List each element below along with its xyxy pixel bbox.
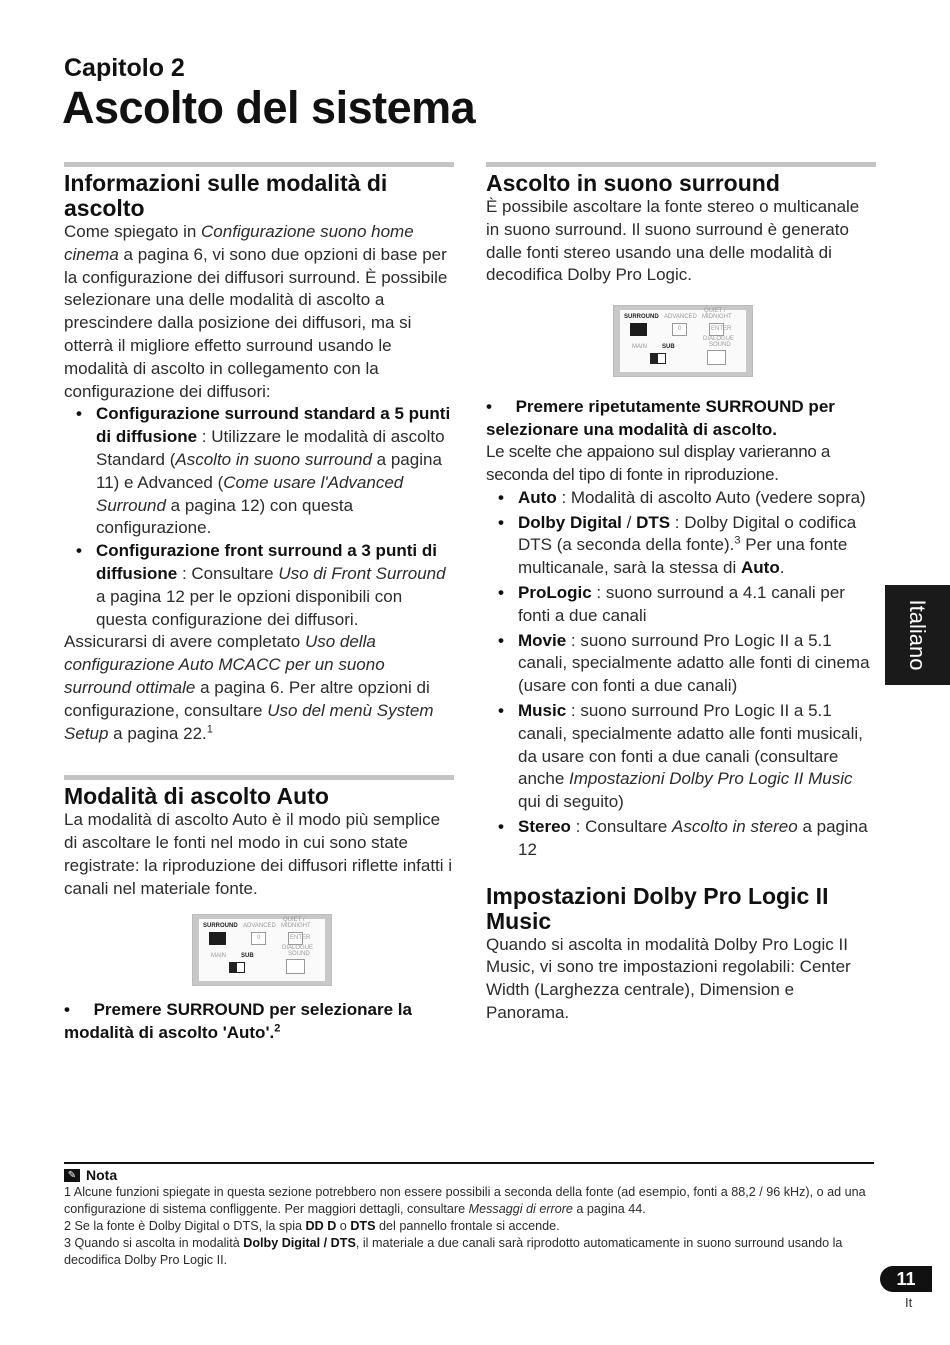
section-title-listening-modes: Informazioni sulle modalità di ascolto bbox=[64, 170, 388, 221]
intro-paragraph: Come spiegato in Configurazione suono home cinema a pagina 6, vi sono due opzioni di base per la configurazione dei diffusori surround. È possibile selezionare una delle modalità di ascolto a prescindere dalla posizione dei diffusori, ma si otterrà il migliore effetto surround usando le modalità di ascolto in collegamento con la configurazione dei diffusori: bbox=[64, 222, 448, 401]
section-title-auto-mode: Modalità di ascolto Auto bbox=[64, 783, 329, 810]
footnote-2: 2 Se la fonte è Dolby Digital o DTS, la spia DD D o DTS del pannello frontale si accende. bbox=[64, 1219, 560, 1233]
note-heading: ✎ Nota bbox=[64, 1166, 874, 1184]
instruction-auto: • Premere SURROUND per selezionare la modalità di ascolto 'Auto'.$^2$ bbox=[64, 999, 412, 1042]
surround-paragraph: È possibile ascoltare la fonte stereo o multicanale in suono surround. Il suono surround è generato dalle fonti stereo usando una delle modalità di decodifica Dolby Pro Logic. bbox=[486, 197, 860, 285]
pencil-icon: ✎ bbox=[64, 1169, 80, 1182]
advanced-button-icon: 0 bbox=[672, 323, 687, 336]
list-item: • Stereo : Consultare Ascolto in stereo a pagina 12 bbox=[518, 816, 876, 862]
section-rule bbox=[64, 162, 454, 167]
instruction-surround: • Premere ripetutamente SURROUND per selezionare una modalità di ascolto. bbox=[486, 397, 835, 440]
chapter-title: Ascolto del sistema bbox=[62, 82, 476, 133]
chapter-label: Capitolo 2 bbox=[64, 54, 185, 82]
surround-button-icon bbox=[209, 932, 226, 945]
pl2-music-paragraph: Quando si ascolta in modalità Dolby Pro Logic II Music, vi sono tre impostazioni regolabili: Center Width (Larghezza centrale), Dimension e Panorama. bbox=[486, 934, 851, 1022]
front-panel-illustration: SURROUND ADVANCED QUIET / MIDNIGHT 0 ENTER MAIN SUB DIALOGUE SOUND bbox=[613, 305, 753, 377]
list-item: • Configurazione front surround a 3 punti di diffusione : Consultare Uso di Front Surround a pagina 12 per le opzioni disponibili con questa configurazione dei diffusori. bbox=[96, 540, 454, 631]
main-sub-switch-icon bbox=[650, 353, 666, 364]
page-language: It bbox=[905, 1295, 913, 1310]
list-item: • ProLogic : suono surround a 4.1 canali per fonti a due canali bbox=[518, 582, 876, 628]
footnote-3: 3 Quando si ascolta in modalità Dolby Digital / DTS, il materiale a due canali sarà riprodotto automaticamente in suono surround usando la decodifica Dolby Pro Logic II. bbox=[64, 1236, 843, 1267]
list-item: • Dolby Digital / DTS : Dolby Digital o codifica DTS (a seconda della fonte).$^3$ Per una fonte multicanale, sarà la stessa di Auto. bbox=[518, 512, 876, 580]
list-item: • Configurazione surround standard a 5 punti di diffusione : Utilizzare le modalità di ascolto Standard (Ascolto in suono surround a pagina 11) e Advanced (Come usare l'Advanced Surround a pagina 12) con questa configurazione. bbox=[96, 403, 454, 540]
page-number: 11 bbox=[880, 1266, 932, 1292]
footnotes bbox=[64, 1162, 874, 1269]
section-title-surround: Ascolto in suono surround bbox=[486, 170, 780, 196]
display-paragraph: Le scelte che appaiono sul display varieranno a seconda del tipo di fonte in riproduzione. bbox=[486, 442, 831, 484]
mode-list bbox=[486, 487, 876, 862]
list-item: • Music : suono surround Pro Logic II a 5.1 canali, specialmente adatto alle fonti musicali, da usare con fonti a due canali (consultare anche Impostazioni Dolby Pro Logic II Music qui di seguito) bbox=[518, 700, 876, 814]
left-column bbox=[64, 162, 454, 1044]
section-rule bbox=[486, 162, 876, 167]
mcacc-paragraph: Assicurarsi di avere completato Uso della configurazione Auto MCACC per un suono surround ottimale a pagina 6. Per altre opzioni di configurazione, consultare Uso del menù System Setup a pagina 22.$^1$ bbox=[64, 632, 434, 743]
config-list bbox=[64, 403, 454, 631]
dialogue-button-icon bbox=[707, 350, 726, 365]
advanced-button-icon: 0 bbox=[251, 932, 266, 945]
list-item: • Movie : suono surround Pro Logic II a 5.1 canali, specialmente adatto alle fonti di cinema (usare con fonti a due canali) bbox=[518, 630, 876, 698]
footnote-1: 1 Alcune funzioni spiegate in questa sezione potrebbero non essere possibili a seconda della fonte (ad esempio, fonti a 88,2 / 96 kHz), o ad una configurazione di sistema confliggente. Per maggiori dettagli, consultare Messaggi di errore a pagina 44. bbox=[64, 1185, 866, 1216]
section-rule bbox=[64, 775, 454, 780]
midnight-button-icon: ENTER bbox=[288, 932, 303, 945]
right-column bbox=[486, 162, 876, 1025]
surround-button-icon bbox=[630, 323, 647, 336]
list-item: • Auto : Modalità di ascolto Auto (vedere sopra) bbox=[518, 487, 876, 510]
link-home-cinema: Configurazione suono home cinema bbox=[64, 222, 414, 264]
section-title-pl2-music: Impostazioni Dolby Pro Logic II Music bbox=[486, 882, 829, 934]
language-tab: Italiano bbox=[885, 585, 950, 685]
auto-paragraph: La modalità di ascolto Auto è il modo più semplice di ascoltare le fonti nel modo in cui sono state registrate: la riproduzione dei diffusori riflette infatti i canali nel materiale fonte. bbox=[64, 810, 453, 898]
main-sub-switch-icon bbox=[229, 962, 245, 973]
dialogue-button-icon bbox=[286, 959, 305, 974]
midnight-button-icon: ENTER bbox=[709, 323, 724, 336]
front-panel-illustration: SURROUND ADVANCED QUIET / MIDNIGHT 0 ENTER MAIN SUB DIALOGUE SOUND bbox=[192, 914, 332, 986]
